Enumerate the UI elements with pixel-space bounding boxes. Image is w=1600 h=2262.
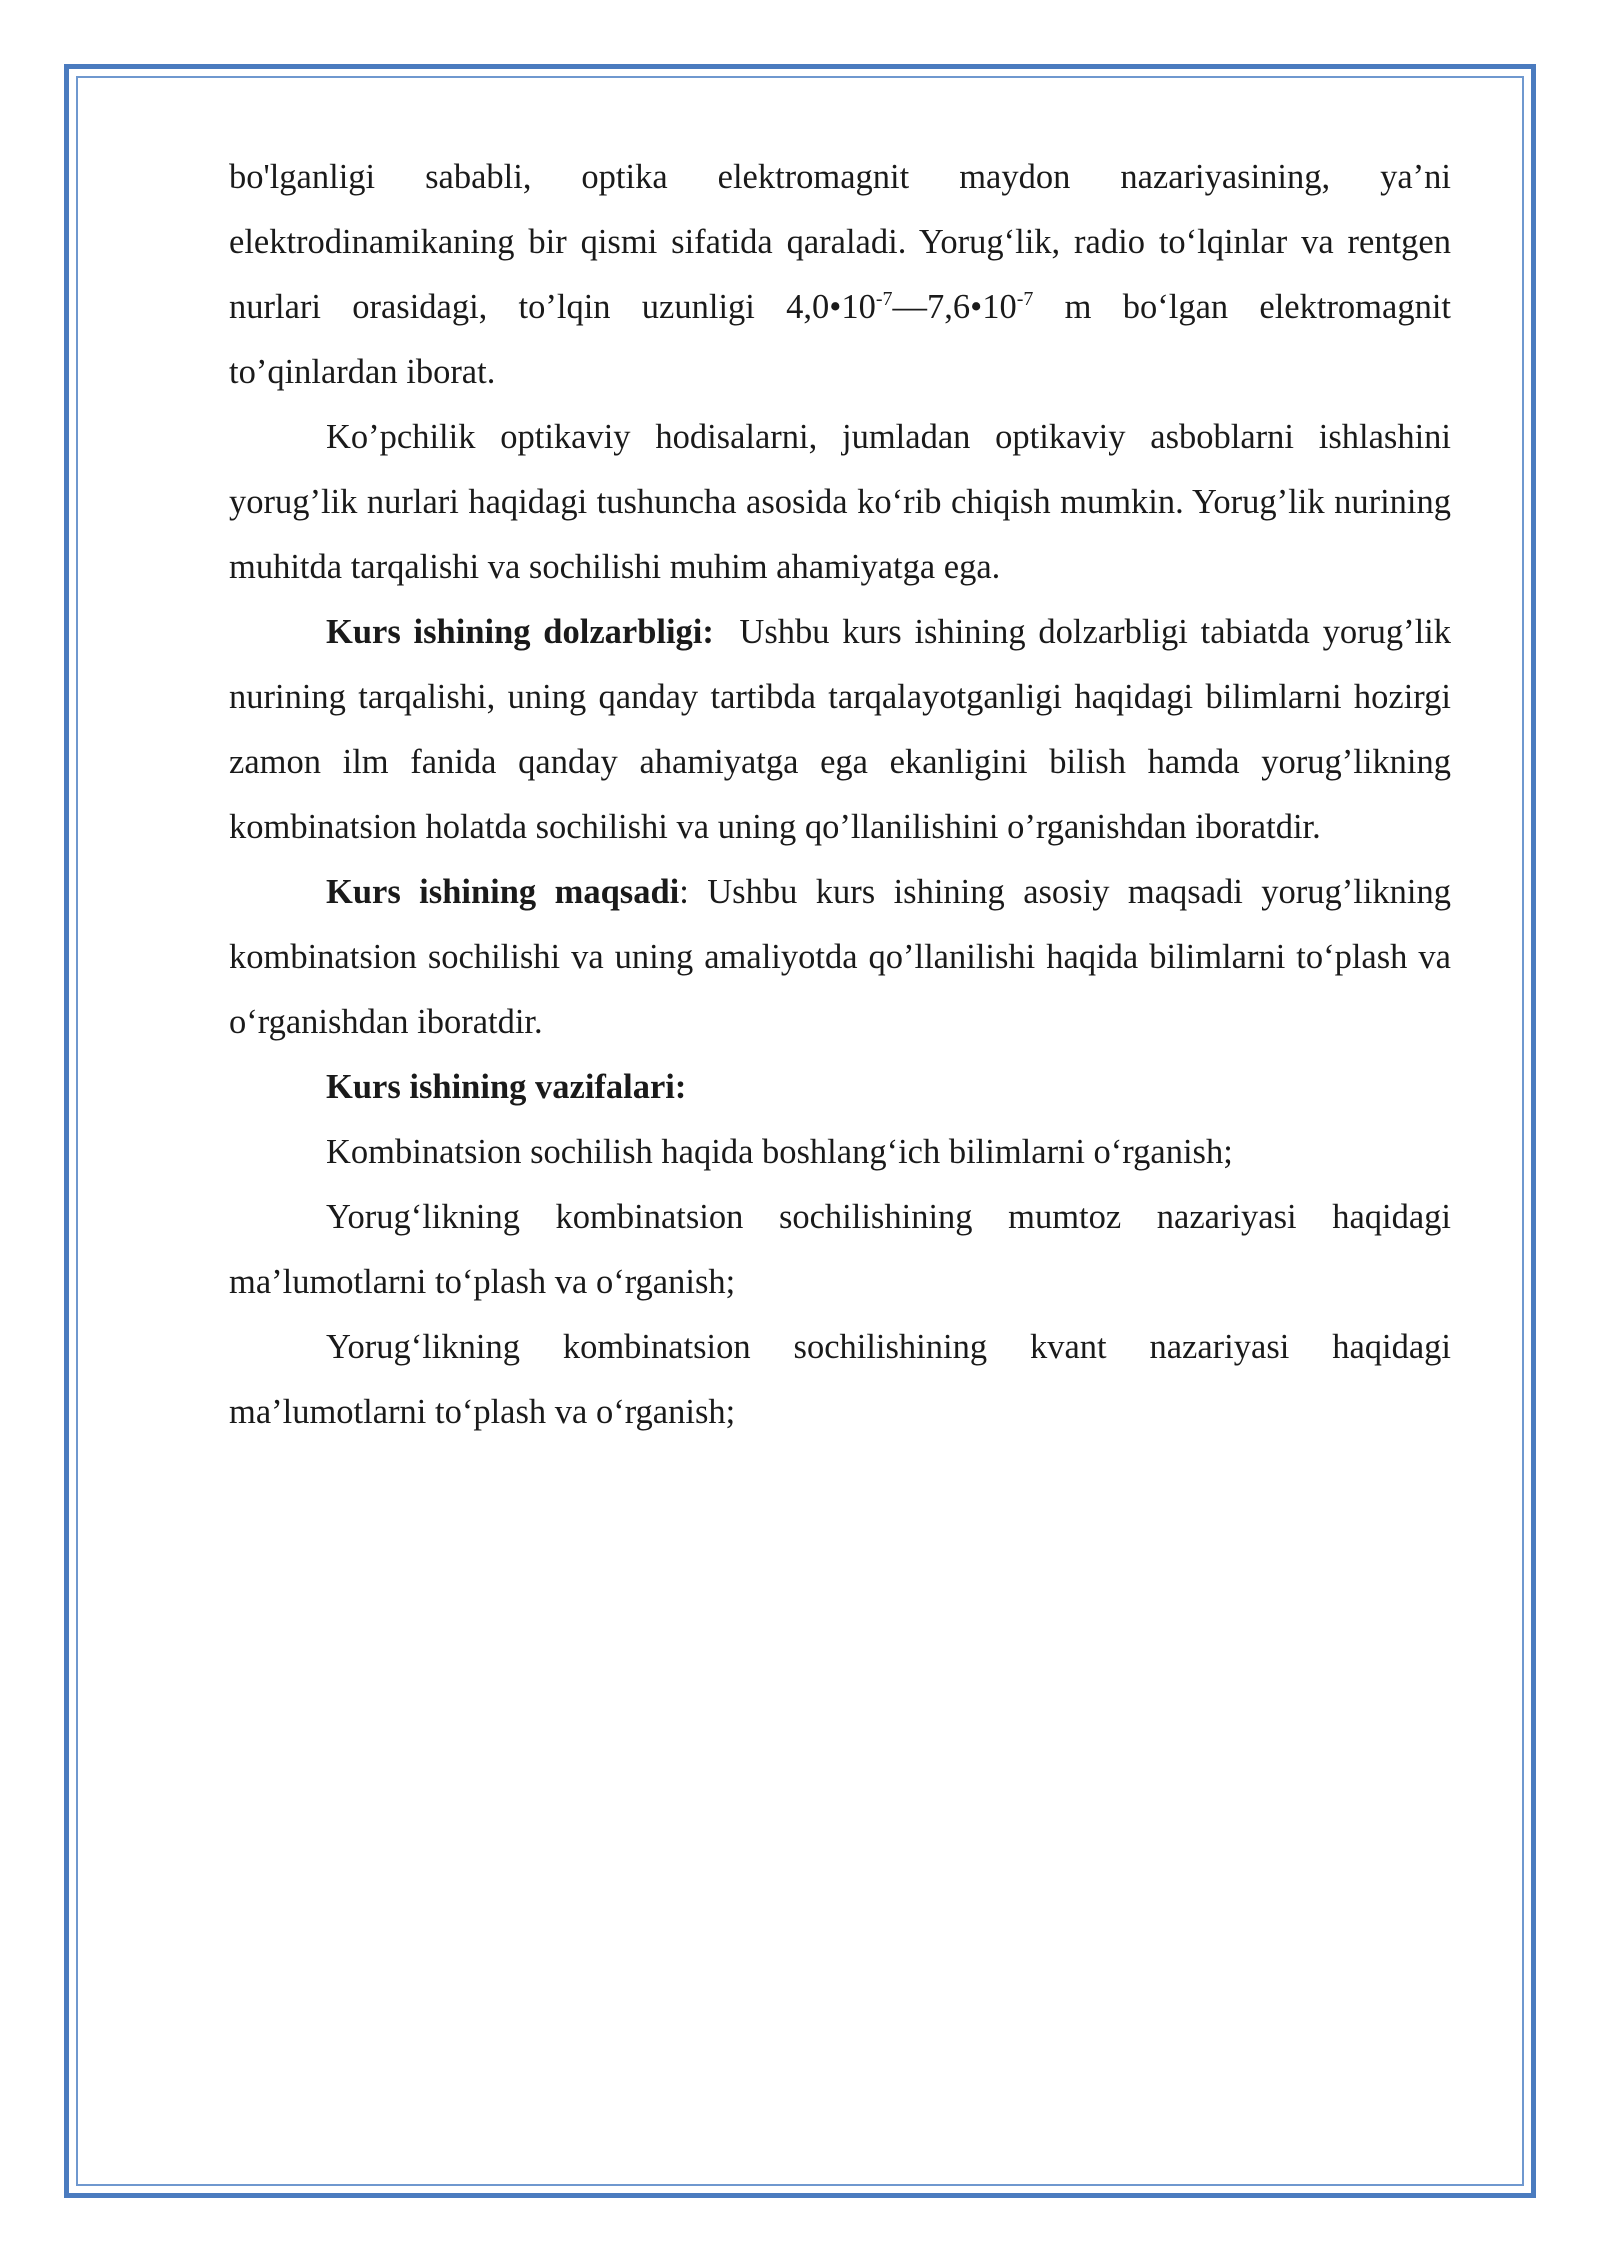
task-text: Kombinatsion sochilish haqida boshlang‘ich bilimlarni o‘rganish; xyxy=(326,1133,1233,1171)
paragraph-text: Ko’pchilik optikaviy hodisalarni, jumladan optikaviy asboblarni ishlashini yorug’lik nurlari haqidagi tushuncha asosida ko‘rib chiqish mumkin. Yorug’lik nurining muhitda tarqalishi va sochilishi muhim ahamiyatga ega. xyxy=(229,418,1451,586)
paragraph-optical-phenomena xyxy=(229,405,1451,600)
paragraph-text: —7,6•10 xyxy=(892,288,1017,326)
task-text: Yorug‘likning kombinatsion sochilishining mumtoz nazariyasi haqidagi ma’lumotlarni to‘plash va o‘rganish; xyxy=(229,1198,1451,1301)
section-heading-relevance: Kurs ishining dolzarbligi: xyxy=(326,613,714,651)
section-heading-tasks: Kurs ishining vazifalari: xyxy=(326,1068,687,1106)
section-heading-goal: Kurs ishining maqsadi xyxy=(326,873,680,911)
paragraph-text: m bo‘lgan elektromagnit to’qinlardan iborat. xyxy=(229,288,1452,391)
paragraph-tasks-heading xyxy=(229,1055,1451,1120)
task-item xyxy=(229,1315,1451,1445)
task-item xyxy=(229,1185,1451,1315)
paragraph-relevance xyxy=(229,600,1451,860)
document-body xyxy=(229,145,1451,1445)
paragraph-goal xyxy=(229,860,1451,1055)
paragraph-text: bo'lganligi sababli, optika elektromagnit maydon nazariyasining, ya’ni elektrodinamikaning bir qismi sifatida qaraladi. Yorug‘lik, radio to‘lqinlar va rentgen nurlari orasidagi, to’lqin uzunligi 4,0•10 xyxy=(229,158,1451,326)
paragraph-text: : Ushbu kurs ishining asosiy maqsadi yorug’likning kombinatsion sochilishi va uning amaliyotda qo’llanilishi haqida bilimlarni to‘plash va o‘rganishdan iboratdir. xyxy=(229,873,1451,1041)
paragraph-optics-intro xyxy=(229,145,1451,405)
task-item xyxy=(229,1120,1451,1185)
paragraph-text: Ushbu kurs ishining dolzarbligi tabiatda yorug’lik nurining tarqalishi, uning qanday tartibda tarqalayotganligi haqidagi bilimlarni hozirgi zamon ilm fanida qanday ahamiyatga ega ekanligini bilish hamda yorug’likning kombinatsion holatda sochilishi va uning qo’llanilishini o’rganishdan iboratdir. xyxy=(229,613,1452,846)
task-text: Yorug‘likning kombinatsion sochilishining kvant nazariyasi haqidagi ma’lumotlarni to‘plash va o‘rganish; xyxy=(229,1328,1451,1431)
exponent: -7 xyxy=(1016,288,1034,310)
exponent: -7 xyxy=(875,288,893,310)
